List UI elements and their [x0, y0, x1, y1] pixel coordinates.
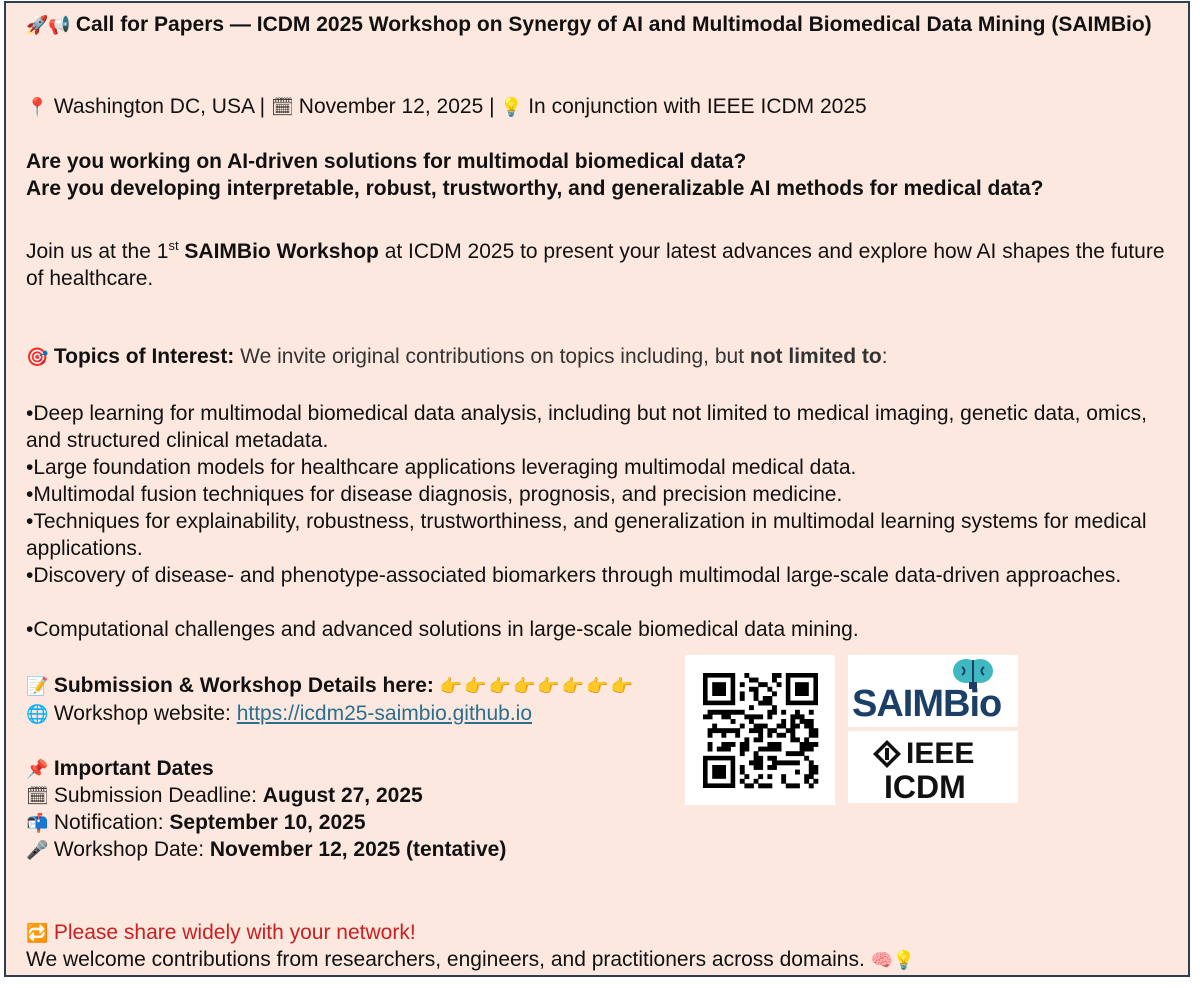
- ieee-diamond-icon: [872, 739, 902, 769]
- repeat-icon: 🔁: [26, 923, 49, 944]
- flyer-card: [4, 1, 1190, 977]
- topic-item: •Discovery of disease- and phenotype-associated biomarkers through multimodal large-scale data-driven approaches.: [26, 564, 1122, 587]
- info-line: [26, 93, 867, 121]
- calendar-icon: 🗓: [26, 786, 49, 807]
- notification-value: September 10, 2025: [169, 811, 366, 834]
- deadline-label: Submission Deadline:: [53, 784, 263, 807]
- topics-heading: [26, 343, 888, 371]
- brain-icon: 🧠: [870, 950, 894, 971]
- page-title: Call for Papers — ICDM 2025 Workshop on Synergy of AI and Multimodal Biomedical Data Mining (SAIMBio): [75, 13, 1152, 36]
- join-post: at ICDM 2025 to present your latest advances and explore how AI shapes the future of healthcare.: [26, 240, 1165, 290]
- share-line: [26, 919, 416, 947]
- submission-label: Submission & Workshop Details here:: [53, 674, 434, 697]
- saimbio-logo-text: SAIMBio: [852, 683, 1002, 725]
- conjunction-text: In conjunction with IEEE ICDM 2025: [528, 95, 867, 118]
- separator: |: [483, 95, 501, 118]
- saimbio-logo: [848, 655, 1018, 727]
- icdm-logo-text: ICDM: [884, 769, 966, 805]
- topics-bold: not limited to: [749, 345, 882, 368]
- dates-heading: [26, 755, 214, 783]
- calendar-icon: 🗓: [270, 97, 294, 118]
- event-date: November 12, 2025: [298, 95, 484, 118]
- topics-text: We invite original contributions on topics including, but: [234, 345, 750, 368]
- topic-item: •Computational challenges and advanced solutions in large-scale biomedical data mining.: [26, 618, 859, 641]
- topics-label: Topics of Interest:: [53, 345, 235, 368]
- ieee-icdm-logo: [848, 731, 1018, 803]
- lightbulb-icon: 💡: [892, 950, 916, 971]
- topic-item: •Multimodal fusion techniques for disease diagnosis, prognosis, and precision medicine.: [26, 483, 843, 506]
- website-label: Workshop website:: [53, 702, 237, 725]
- deadline-line: [26, 782, 423, 810]
- join-paragraph: [26, 232, 1166, 292]
- question-2: Are you developing interpretable, robust, trustworthy, and generalizable AI methods for medical data?: [26, 177, 1044, 200]
- globe-icon: 🌐: [26, 704, 49, 725]
- lightbulb-icon: 💡: [500, 97, 523, 118]
- workshop-date-value: November 12, 2025 (tentative): [209, 838, 507, 861]
- topic-item: •Large foundation models for healthcare applications leveraging multimodal medical data.: [26, 456, 857, 479]
- notification-line: [26, 809, 366, 837]
- separator: |: [253, 95, 271, 118]
- ieee-logo-text: IEEE: [906, 737, 975, 770]
- mailbox-icon: 📬: [26, 813, 49, 834]
- topics-colon: :: [881, 345, 888, 368]
- website-link[interactable]: https://icdm25-saimbio.github.io: [236, 702, 533, 725]
- memo-icon: 📝: [26, 676, 49, 697]
- dates-label: Important Dates: [53, 757, 214, 780]
- pushpin-icon: 📌: [26, 759, 49, 780]
- workshop-date-line: [26, 836, 506, 864]
- megaphone-icon: 📢: [48, 15, 71, 36]
- notification-label: Notification:: [53, 811, 170, 834]
- microphone-icon: 🎤: [26, 840, 49, 861]
- join-sup: st: [168, 238, 179, 253]
- location-text: Washington DC, USA: [53, 95, 254, 118]
- workshop-date-label: Workshop Date:: [53, 838, 210, 861]
- submission-heading: [26, 672, 635, 700]
- deadline-value: August 27, 2025: [262, 784, 423, 807]
- qr-code-graphic: [685, 655, 835, 805]
- share-text: Please share widely with your network!: [53, 921, 416, 944]
- qr-code-image[interactable]: [685, 655, 835, 805]
- join-pre: Join us at the 1: [26, 240, 169, 263]
- welcome-line: [26, 946, 915, 974]
- join-workshop: SAIMBio Workshop: [184, 240, 379, 263]
- pointing-hands-icon: 👉👉👉👉👉👉👉👉: [439, 676, 636, 697]
- website-line: [26, 700, 532, 728]
- target-icon: 🎯: [26, 347, 49, 368]
- topic-item: •Techniques for explainability, robustness, trustworthiness, and generalization in multimodal learning systems for medical applications.: [26, 510, 1147, 560]
- rocket-icon: 🚀: [26, 15, 49, 36]
- pin-icon: 📍: [26, 97, 49, 118]
- title-line: [26, 11, 1152, 39]
- welcome-text: We welcome contributions from researchers, engineers, and practitioners across domains.: [26, 948, 865, 971]
- question-1: Are you working on AI-driven solutions for multimodal biomedical data?: [26, 150, 747, 173]
- topic-item: •Deep learning for multimodal biomedical data analysis, including but not limited to medical imaging, genetic data, omics, and structured clinical metadata.: [26, 402, 1147, 452]
